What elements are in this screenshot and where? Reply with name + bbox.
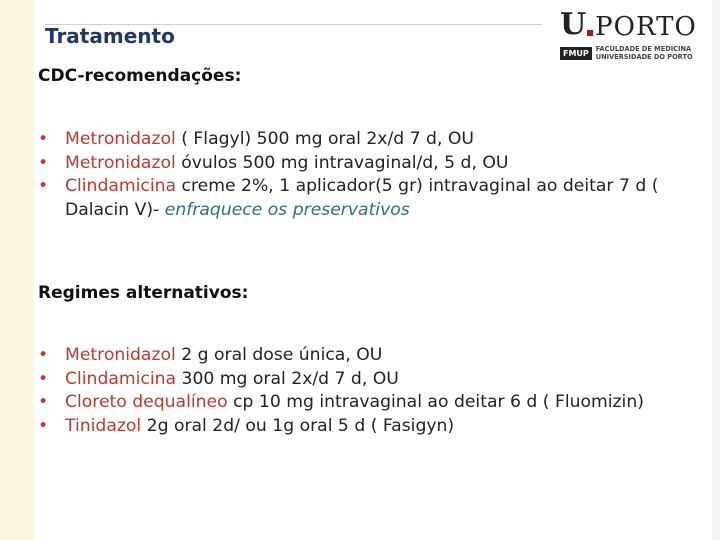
alternatives-list: [38, 344, 716, 438]
item-text: 300 mg oral 2x/d 7 d, OU: [176, 368, 399, 389]
bullet-icon: •: [38, 415, 49, 436]
logo-dot-icon: [587, 30, 593, 36]
drug-name: Cloreto dequalíneo: [65, 392, 228, 412]
warning-note: enfraquece os preservativos: [164, 199, 410, 220]
list-item: [38, 415, 716, 439]
item-text: cp 10 mg intravaginal ao deitar 6 d ( Fluomizin): [227, 392, 644, 412]
logo-faculty: [560, 45, 700, 61]
left-accent-bar: [0, 0, 34, 540]
item-text: ( Flagyl) 500 mg oral 2x/d 7 d, OU: [175, 129, 474, 149]
logo-fmup: FMUP: [560, 47, 592, 60]
list-item: [38, 344, 716, 368]
logo-u: U: [560, 7, 587, 42]
list-item: [38, 175, 716, 222]
bullet-icon: •: [38, 129, 49, 149]
drug-name: Metronidazol: [65, 129, 176, 149]
drug-name: Clindamicina: [65, 176, 177, 196]
logo-line-2: UNIVERSIDADE DO PORTO: [595, 53, 693, 61]
logo-mark: [560, 7, 700, 42]
right-edge-bar: [712, 0, 720, 540]
slide-title: Tratamento: [45, 24, 175, 48]
list-item: [38, 152, 716, 176]
logo-line-1: FACULDADE DE MEDICINA: [595, 45, 692, 53]
cdc-list: [38, 128, 716, 222]
item-text: óvulos 500 mg intravaginal/d, 5 d, OU: [175, 152, 509, 173]
bullet-icon: •: [38, 152, 49, 173]
uporto-logo: [560, 7, 700, 66]
logo-porto: PORTO: [595, 12, 697, 42]
bullet-icon: •: [38, 368, 49, 389]
item-text: 2 g oral dose única, OU: [175, 345, 383, 365]
bullet-icon: •: [38, 345, 49, 365]
logo-faculty-text: [596, 45, 693, 61]
drug-name: Tinidazol: [65, 415, 142, 436]
section-heading-alternatives: Regimes alternativos:: [38, 283, 249, 303]
bullet-icon: •: [38, 176, 49, 196]
drug-name: Metronidazol: [65, 345, 176, 365]
item-text: 2g oral 2d/ ou 1g oral 5 d ( Fasigyn): [141, 415, 455, 436]
bullet-icon: •: [38, 392, 49, 412]
item-text: creme 2%, 1 aplicador(5 gr) intravaginal ao deitar 7 d ( Dalacin V)-: [65, 176, 659, 220]
drug-name: Metronidazol: [65, 152, 176, 173]
list-item: [38, 368, 716, 392]
section-heading-cdc: CDC-recomendações:: [38, 66, 242, 86]
list-item: [38, 128, 716, 152]
drug-name: Clindamicina: [65, 368, 177, 389]
list-item: [38, 391, 716, 415]
